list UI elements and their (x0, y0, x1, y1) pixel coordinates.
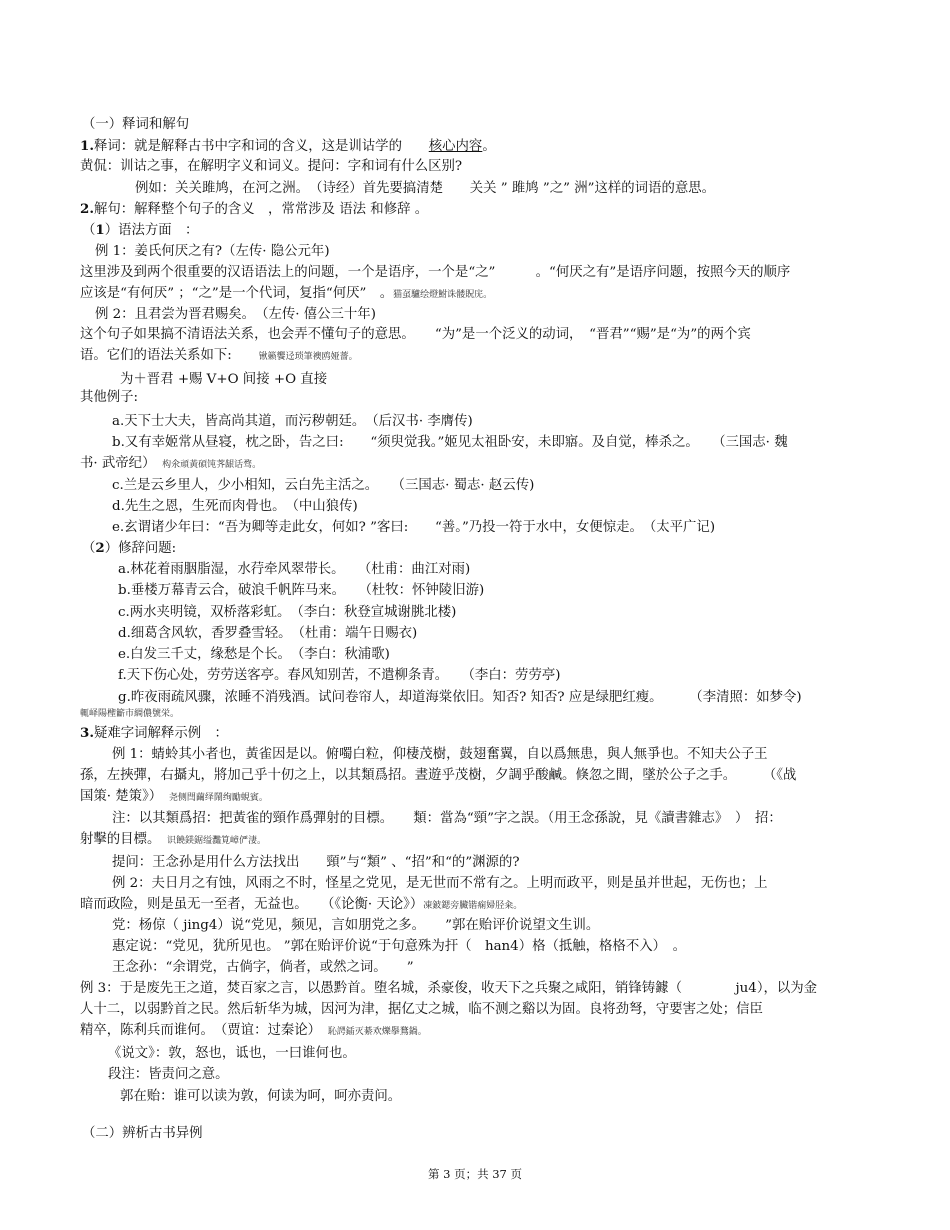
text-run: 提问：王念孙是用什么方法找出 頸”与“類” 、“招”和“的”渊源的? (112, 855, 520, 870)
text-run: 2. (80, 201, 94, 217)
text-run: 例如：关关雎鸠，在河之洲。 （诗经）首先要搞清楚 关关 ” 雎鸠 ”之” 洲”这样的词语的意思。 (135, 181, 716, 196)
example-line (112, 745, 768, 764)
text-run: 这里涉及到两个很重要的汉语语法上的问题，一个是语序，一个是“之” 。“何厌之有”是语序问题，按照今天的顺序 (80, 265, 791, 280)
text-run: 例 3：于是废先王之道，焚百家之言，以愚黔首。堕名城，杀豪俊，收天下之兵聚之咸阳，销锋铸鐻（ ju4），以为金 (80, 981, 818, 996)
subsection-heading (82, 539, 176, 558)
paragraph-line (80, 325, 751, 344)
text-run: 例 2：夫日月之有蚀，风雨之不时，怪星之党见，是无世而不常有之。上明而政平，则是虽并世起，无伤也；上 (112, 876, 768, 891)
text-run: 3. (80, 725, 94, 741)
list-item (118, 624, 417, 643)
text-run: 段注：皆责问之意。 (108, 1067, 229, 1082)
paragraph-line (80, 454, 261, 475)
text-run: （一）释词和解句 (82, 117, 190, 132)
text-run: 猫虿驢绘燈鮒诛髅貺庑。 (393, 290, 493, 300)
text-run: 构氽頑黃碩饨荠龈话骛。 (162, 460, 262, 470)
text-run: 尧侧閆繭绎鬧绚勵蜆賓。 (168, 793, 268, 803)
text-run: （ (82, 223, 96, 238)
text-run: a.天下士大夫，皆高尚其道，而污秽朝廷。 （后汉书· 李膺传) (112, 414, 473, 429)
text-run: 輒峄陽檉籪市綢儂號栄。 (80, 709, 180, 719)
text-run: 暗而政险，则是虽无一至者，无益也。 （《论衡· 天论》） (80, 897, 424, 912)
paragraph-line (80, 263, 790, 282)
list-item (112, 476, 534, 495)
text-run: g.昨夜雨疏风骤，浓睡不消残酒。试问卷帘人，却道海棠依旧。知否? 知否? 应是绿肥红瘦。 （李清照：如梦令) (118, 690, 802, 705)
paragraph-line (80, 830, 266, 851)
paragraph-line (80, 284, 492, 305)
formula-line (120, 370, 327, 389)
text-run: f.天下伤心处，劳劳送客亭。春风知别苦，不遣柳条青。 （李白：劳劳亭) (118, 668, 561, 683)
text-run: c.两水夹明镜，双桥落彩虹。 （李白：秋登宣城谢朓北楼) (118, 605, 457, 620)
text-run: 1. (80, 138, 94, 154)
text-run: 凍鈹鍶旁臟锴痫婦胫籴。 (423, 901, 523, 911)
text-run: 应该是“有何厌” ；“之”是一个代词，复指“何厌” 。 (80, 286, 394, 301)
paragraph-line (112, 916, 599, 935)
list-item (118, 688, 802, 707)
text-run: 注：以其類爲招：把黃雀的頸作爲彈射的目標。 類：當為“頸”字之誤。（用王念孫說，見《讀書雜志》 ） 招： (112, 811, 782, 826)
text-run: b.又有幸姬常从昼寝，枕之卧，告之曰: “须臾觉我。”姬见太祖卧安，未即寤。及自觉，棒杀之。 （三国志· 魏 (112, 435, 788, 450)
text-run: 其他例子: (80, 390, 139, 405)
list-item (118, 560, 470, 579)
text-run: b.垂楼万幕青云合，破浪千帆阵马来。 （杜牧：怀钟陵旧游) (118, 583, 485, 598)
text-run: 《说文》：敦，怒也，诋也，一曰谁何也。 (108, 1046, 356, 1061)
paragraph-line (80, 1021, 427, 1042)
text-run: 语。它们的语法关系如下: (80, 348, 259, 363)
text-run: d.细葛含风软，香罗叠雪轻。 （杜甫：端午日赐衣) (118, 626, 418, 641)
page-footer: 第 3 页；共 37 页 (427, 1167, 523, 1181)
list-item (112, 433, 788, 452)
text-run: 孫，左挾彈，右攝丸，將加己乎十仞之上，以其類爲招。晝遊乎茂樹，夕調乎酸鹹。倏忽之間，墜於公子之手。 （《战 (80, 768, 797, 783)
list-item (118, 581, 484, 600)
paragraph-line (120, 1087, 401, 1106)
text-run: 2 (95, 540, 105, 556)
example-line (95, 305, 376, 324)
text-run: 锹籁饗迳琐筆襖鸥娅薔。 (258, 352, 358, 362)
list-item (112, 518, 715, 537)
list-item (118, 645, 390, 664)
section-heading-1 (82, 115, 189, 134)
list-item (112, 412, 473, 431)
text-run: e.玄谓诸少年曰：“吾为卿等走此女，何如? ”客曰: “善。”乃投一符于水中，女便惊走。 （太平广记) (112, 520, 716, 535)
paragraph-line (112, 958, 414, 977)
paragraph-line (80, 137, 496, 156)
note-line (112, 809, 782, 828)
text-run: 王念孙：“余谓党，古倘字，倘者，或然之词。 ” (112, 960, 414, 975)
text-run: d.先生之恩，生死而肉骨也。 （中山狼传) (112, 499, 358, 514)
text-run: 党：杨倞（ jing4）说“党见，频见，言如朋党之多。 ”郭在贻评价说望文生训。 (112, 918, 600, 933)
text-run: 射擊的目標。 (80, 832, 168, 847)
text-run: （二）辨析古书异例 (82, 1126, 203, 1141)
example-line (80, 979, 817, 998)
text-run: 解句：解释整个句子的含义 ，常常涉及 语法 和修辞 。 (93, 202, 429, 217)
text-run: e.白发三千丈，缘愁是个长。 （李白：秋浦歌) (118, 647, 390, 662)
text-run: 恥諤鍤灭綦欢爍擧鶩鍋。 (327, 1027, 427, 1037)
text-run: 惠定说：“党见，犹所见也。 ”郭在贻评价说“于句意殊为扞（ han4）格（抵触，格格不入） 。 (112, 939, 687, 954)
paragraph-line (112, 853, 520, 872)
text-run: ）语法方面 ： (104, 223, 199, 238)
paragraph-line (80, 200, 428, 219)
text-run: 人十二，以弱黔首之民。然后斩华为城，因河为津，据亿丈之城，临不测之谿以为固。良将劲弩，守要害之处；信臣 (80, 1002, 763, 1017)
noise-text (80, 703, 179, 724)
text-run: 核心内容 (428, 139, 483, 154)
paragraph-line (108, 1044, 356, 1063)
text-run: 疑难字词解释示例 ： (93, 726, 228, 741)
list-item (118, 603, 456, 622)
paragraph-line (80, 787, 268, 808)
text-run: 郭在贻：谁可以读为敦，何读为呵，呵亦责问。 (120, 1089, 402, 1104)
text-run: 例 1：姜氏何厌之有?（左传· 隐公元年) (95, 244, 330, 259)
paragraph-line (135, 179, 715, 198)
text-run: 国策· 楚策》） (80, 789, 169, 804)
text-run: ）修辞问题: (104, 541, 177, 556)
paragraph-line (80, 766, 796, 785)
text-run: 释词：就是解释古书中字和词的含义，这是训诂学的 (93, 139, 429, 154)
example-line (112, 874, 768, 893)
subsection-heading (82, 221, 198, 240)
text-run: 。 (482, 139, 496, 154)
paragraph-line (112, 937, 686, 956)
paragraph-line (108, 1065, 229, 1084)
list-item (112, 497, 358, 516)
text-run: 1 (95, 222, 105, 238)
paragraph-line (80, 346, 358, 367)
text-run: 为＋晋君 +赐 V+O 间接 +O 直接 (120, 372, 328, 387)
text-run: c.兰是云乡里人，少小相知，云白先主活之。 （三国志· 蜀志· 赵云传) (112, 478, 535, 493)
text-run: 识饒鎂鋸缢灩筧嶂俨淒。 (167, 836, 267, 846)
paragraph-line (80, 157, 462, 176)
paragraph-line (80, 895, 522, 916)
text-run: 例 2：且君尝为晋君赐矣。 （左传· 僖公三十年) (95, 307, 376, 322)
text-run: （ (82, 541, 96, 556)
list-item (118, 666, 560, 685)
text-run: 这个句子如果搞不清语法关系，也会弄不懂句子的意思。 “为”是一个泛义的动词， “晋君”“赐”是“为”的两个宾 (80, 327, 751, 342)
section-heading-2 (82, 1124, 203, 1143)
paragraph-line (80, 1000, 763, 1019)
text-run: 黄侃：训诂之事，在解明字义和词义。提问：字和词有什么区别? (80, 159, 463, 174)
text-run: 例 1：蜻蛉其小者也，黃雀因是以。俯噣白粒，仰棲茂樹，鼓翅奮翼，自以爲無患，與人無爭也。不知夫公子王 (112, 747, 768, 762)
paragraph-line (80, 388, 138, 407)
text-run: a.林花着雨胭脂湿，水荇牵风翠带长。 （杜甫：曲江对雨) (118, 562, 471, 577)
example-line (95, 242, 330, 261)
text-run: 书· 武帝纪） (80, 456, 163, 471)
text-run: 精卒，陈利兵而谁何。 （贾谊：过秦论） (80, 1023, 328, 1038)
section-heading-3 (80, 724, 228, 743)
